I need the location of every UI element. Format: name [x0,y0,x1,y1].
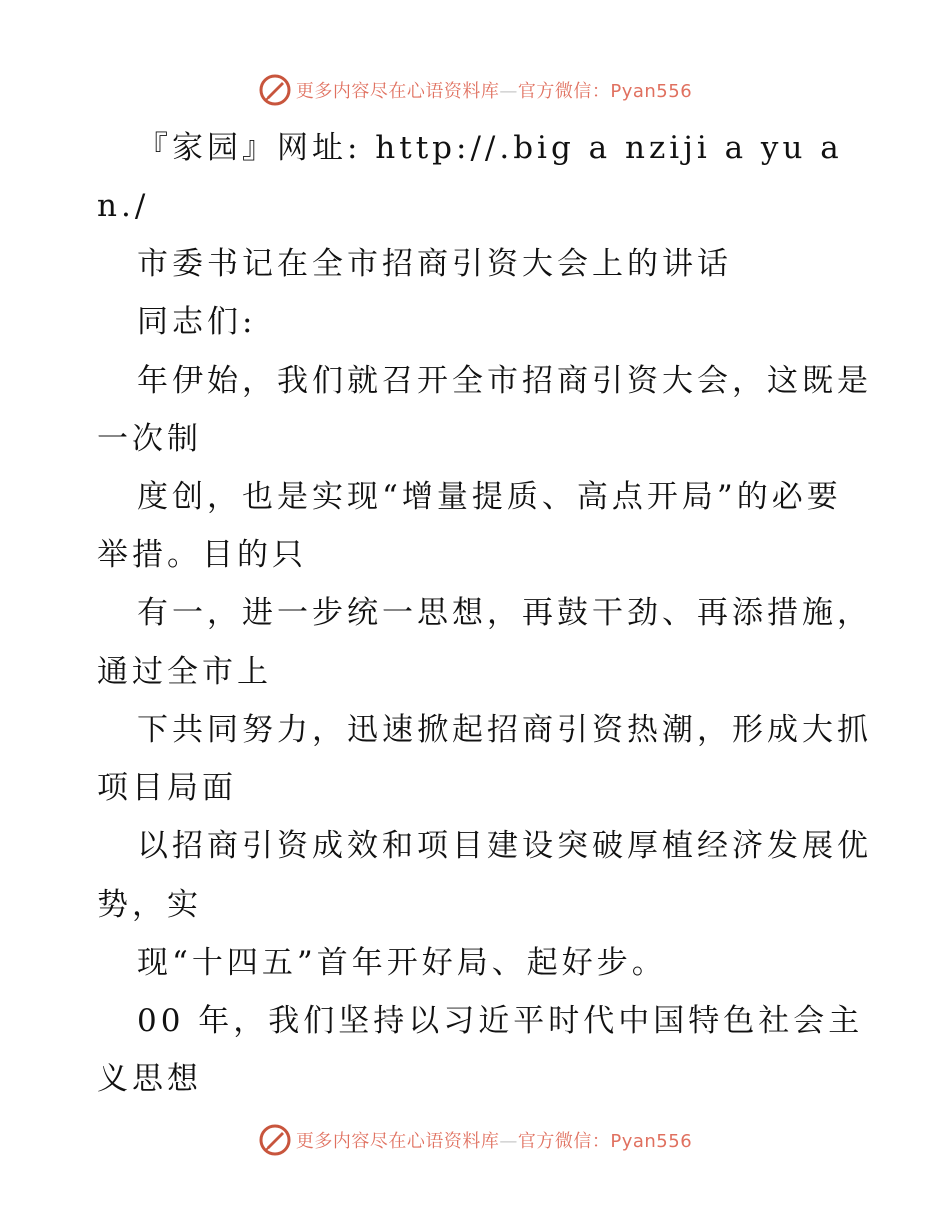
watermark-text [296,77,692,103]
text-line: 下共同努力，迅速掀起招商引资热潮，形成大抓 [137,712,872,748]
text-line: 度创，也是实现“增量提质、高点开局”的必要 [137,479,842,515]
watermark-wechat: 官方微信：Pyan556 [517,1131,693,1152]
text-line: 通过全市上 [97,654,272,690]
watermark-text [296,1127,692,1153]
text-line: 有一，进一步统一思想，再鼓干劲、再添措施， [137,595,872,631]
quill-logo-icon [258,73,292,107]
watermark-separator: — [499,81,518,102]
watermark-wechat: 官方微信：Pyan556 [517,81,693,102]
text-line: 举措。目的只 [97,537,307,573]
text-line: 势，实 [97,887,202,923]
text-line: 项目局面 [97,770,237,806]
text-line: 年伊始，我们就召开全市招商引资大会，这既是 [137,363,872,399]
text-line: 00 年，我们坚持以习近平时代中国特色社会主 [137,1003,864,1039]
quill-logo-icon [258,1123,292,1157]
text-line: 以招商引资成效和项目建设突破厚植经济发展优 [137,828,872,864]
text-line: 现“十四五”首年开好局、起好步。 [137,945,667,981]
watermark-main: 更多内容尽在心语资料库 [295,81,500,102]
document-title: 市委书记在全市招商引资大会上的讲话 [137,246,732,282]
text-line: 『家园』网址: http://.big a nziji a yu a [137,130,843,166]
text-line: 一次制 [97,421,202,457]
watermark-separator: — [499,1131,518,1152]
salutation: 同志们: [137,304,257,340]
footer-watermark [0,1120,950,1160]
text-line: n./ [97,188,150,224]
text-line: 义思想 [97,1061,202,1097]
watermark-main: 更多内容尽在心语资料库 [295,1131,500,1152]
header-watermark [0,70,950,110]
